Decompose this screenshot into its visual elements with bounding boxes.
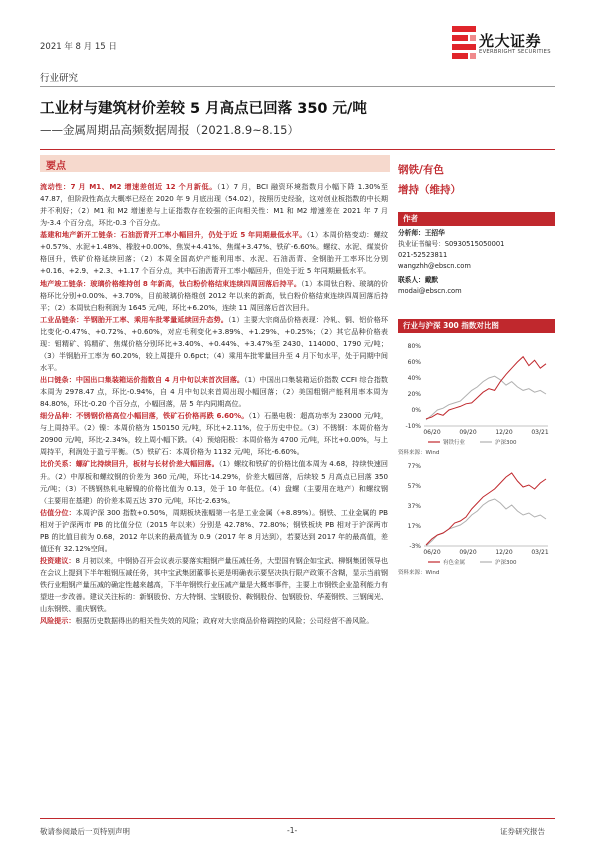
everbright-logo-icon [452,26,476,60]
y-tick-label: 17% [407,523,421,530]
author-info [398,228,555,296]
y-tick-label: 37% [407,503,421,510]
paragraph-lead: 地产竣工链条：玻璃价格维持创 8 年新高，钛白粉价格结束连续四周回落后持平。 [40,278,301,288]
divider [40,86,555,87]
y-tick-label: 0% [411,407,421,414]
chart-steel-svg [398,338,555,456]
paragraph-text: （1）中国出口集装箱运价指数 CCFI 综合指数本周为 2978.47 点，环比-0.94%，自 4 月中旬以来首周出现小幅回落；（2）美国粗钢产能利用率本周为 84.80%，环比-0.20 个百分点，小幅回落，居 5 年内同期高位。 [40,375,388,409]
paragraph-lead: 细分品种：不锈钢价格高位小幅回落，铁矿石价格再跌 6.60%。 [40,411,249,421]
paragraph-lead: 比价关系：螺矿比持续回升，板材与长材价差大幅回落。 [40,459,219,469]
paragraph-text: （1）螺纹和铁矿的价格比值本周为 4.68，持续快速回升。（2）中厚板和螺纹钢的价差为 360 元/吨，环比-14.29%，价差大幅回落，后续较 5 月高点已回落 350 元/吨；（3）不锈钢热轧电解镍的价格比值为 0.13，处于 10 年低位。（4）盘螺（主要用在地产）和螺纹钢（主要用在基建）的价差本周五达 370 元/吨，环比-2.63%。 [40,459,388,505]
chart-source: 资料来源：Wind [398,450,440,456]
x-tick-label: 03/21 [531,429,549,436]
logo [452,26,572,66]
paragraph-text: （1）主要大宗商品价格表现：冷轧、铜、铝价格环比变化-0.47%、+0.72%、+0.60%，对应毛利变化+3.89%、+1.29%、+0.25%；（2）其它品种价格表现：钼精矿、钨精矿、焦煤价格分别环比+3.40%、+0.44%、+3.47%至 2430、114000、1790 元/吨；（3）半钢胎开工率为 60.20%，较上周提升 0.6pct；（4）乘用车批零量回升至 4 月下旬水平，处于同期中间水平。 [40,314,389,372]
paragraph-lead: 基建和地产新开工链条：石油沥青开工率小幅回升，仍处于近 5 年同期最低水平。 [40,230,307,240]
paragraph-risk [40,615,388,627]
series-line-1 [426,499,546,546]
paragraph-industrial [40,314,388,374]
x-tick-label: 06/20 [423,429,441,436]
x-tick-label: 06/20 [423,549,441,556]
paragraph-lead: 工业品链条：半钢胎开工率、乘用车批零量延续回升态势。 [40,314,228,324]
paragraph-lead: 投资建议： [40,555,76,565]
footer-divider [40,818,555,819]
paragraph-completion [40,278,388,314]
y-tick-label: 40% [407,375,421,382]
paragraph-export [40,374,388,410]
paragraph-lead: 出口链条：中国出口集装箱运价指数自 4 月中旬以来首次回落。 [40,375,245,384]
paragraph-valuation [40,507,388,555]
paragraph-text: 本周沪深 300 指数+0.50%，周期板块涨幅第一名是工业金属（+8.89%）。钢铁、工业金属的 PB 相对于沪深两市 PB 的比值分位（2015 年以来）分别是 42.78%、72.80%；钢铁板块 PB 相对于沪深两市 PB 的比值目前为 0.68，2012 年以来的最高值为 0.9（2017 年 8 月达到），若要达到 2017 年的最高值，差值还有 32.12%空间。 [40,507,389,553]
y-tick-label: 57% [407,483,421,490]
y-tick-label: 20% [407,391,421,398]
section-label: 行业研究 [40,73,79,84]
key-points-label: 要点 [46,161,66,172]
paragraph-subcategories [40,410,388,458]
legend-label: 沪深300 [495,440,517,446]
page-number: -1- [287,826,298,835]
y-tick-label: 77% [407,463,421,470]
paragraph-text: （1）石墨电极：超高功率为 23000 元/吨，与上周持平。（2）镍：本周价格为 150150 元/吨，环比+2.11%，位于历史中位。（3）不锈钢：本周价格为 20900 元/吨，环比-2.34%，较上周小幅下跌。（4）预焙阳极：本周价格为 4700 元/吨，环比+0.00%，与上周持平，利润处于盈亏平衡。（5）铁矿石：本周价格为 1132 元/吨，环比-6.60%。 [40,411,388,457]
paragraph-text: （1）7 月，BCI 融资环境指数月小幅下降 1.30%至 47.87，但阶段性高点大概率已经在 2020 年 9 月底出现（54.02），按照历史经验，这对创业板指数的中长期并不利好；（2）M1 和 M2 增速差与上证指数存在较强的正向相关性：M1 和 M2 增速差在 2021 年 7 月为-3.4 个百分点，环比-0.3 个百分点。 [40,182,388,228]
chart-steel [398,338,555,456]
footer-disclaimer: 敬请参阅最后一页特别声明 [40,827,130,836]
footer-report-type: 证券研究报告 [500,827,545,836]
paragraph-infrastructure [40,229,388,277]
divider-red [40,149,555,150]
paragraph-lead: 估值分位： [40,507,76,517]
x-tick-label: 09/20 [459,429,477,436]
paragraph-lead: 风险提示： [40,616,76,626]
paragraph-lead: 流动性：7 月 M1、M2 增速差创近 12 个月新低。 [40,182,217,191]
y-tick-label: 80% [407,343,421,350]
paragraph-text: （1）本周价格变动：螺纹+0.57%、水泥+1.48%、橡胶+0.00%、焦炭+4.41%、焦煤+3.47%、铁矿-6.60%。螺纹、水泥、煤炭价格回升，铁矿价格延续回落；（2）本周全国高炉产能利用率、水泥、石油沥青、全钢胎开工率环比分别+0.16、+2.9、+2.3、+1.17 个百分点，其中石油沥青开工率小幅回升，但处于近 5 年同期最低水平。 [40,230,388,276]
paragraph-text: 8 月初以来，中钢协召开会议表示要落实粗钢产量压减任务，大型国有钢企如宝武、柳钢集团领导也在会议上提到下半年粗钢压减任务，其中宝武集团董事长更是明确表示要坚决执行限产政策不含糊，显示当前钢铁行业粗钢产量压减的确定性越来越高，下半年钢铁行业压减产量是大概率事件，主要上市钢铁企业盈利能力有望进一步改善。建议关注标的：新钢股份、方大特钢、宝钢股份、鞍钢股份、包钢股份、华菱钢铁、三钢闽光、山东钢铁、重庆钢铁。 [40,555,389,614]
license-number: 执业证书编号：S0930515050001 [398,239,505,248]
industry-rating: 增持（维持） [398,184,461,196]
analyst-phone: 021-52523811 [398,250,448,259]
y-tick-label: 60% [407,359,421,366]
analyst-email: wangzhh@ebscn.com [398,261,471,270]
chart-nonferrous [398,458,555,576]
logo-subtext: EVERBRIGHT SECURITIES [479,49,551,55]
series-line-1 [426,376,546,420]
paragraph-investment [40,555,388,615]
paragraph-text: 根据历史数据得出的相关性失效的风险；政府对大宗商品价格调控的风险；公司经营不善风险。 [75,616,374,626]
legend-label: 沪深300 [495,560,517,566]
author-label: 作者 [403,214,418,223]
legend-label: 有色金属 [443,560,466,566]
paragraph-liquidity [40,181,388,229]
paragraph-text: （1）本周钛白粉、玻璃的价格环比分别+0.00%、+3.70%，目前玻璃价格维创 2012 年以来的新高，钛白粉价格结束连续四周回落后持平；（2）本周钛白粉利润为 1645 元/吨，环比+6.20%，连续 11 周回落后首次回升。 [40,278,389,312]
report-title: 工业材与建筑材价差较 5 月高点已回落 350 元/吨 [40,101,367,117]
key-points-header [40,155,390,172]
paragraph-ratios [40,458,388,506]
x-tick-label: 12/20 [495,549,513,556]
logo-text: 光大证券 [479,32,542,50]
legend-label: 钢铁行业 [443,440,466,446]
author-bar [398,212,555,226]
y-tick-label: -10% [405,423,421,430]
contact-name: 联系人：戴默 [398,275,439,284]
series-line-0 [426,473,546,545]
analyst-name: 分析师：王招华 [398,229,445,237]
chart-title-bar [398,319,555,333]
x-tick-label: 03/21 [531,549,549,556]
chart-nonferrous-svg [398,458,555,576]
report-date: 2021 年 8 月 15 日 [40,42,117,52]
contact-email: modai@ebscn.com [398,286,462,295]
chart-source: 资料来源：Wind [398,570,440,576]
industry-name: 钢铁/有色 [398,164,444,176]
y-tick-label: -3% [409,543,421,550]
x-tick-label: 09/20 [459,549,477,556]
chart-title: 行业与沪深 300 指数对比图 [403,321,499,330]
key-points-body [40,181,388,627]
series-line-0 [426,357,546,419]
x-tick-label: 12/20 [495,429,513,436]
report-subtitle: ——金属周期品高频数据周报（2021.8.9~8.15） [40,123,299,137]
